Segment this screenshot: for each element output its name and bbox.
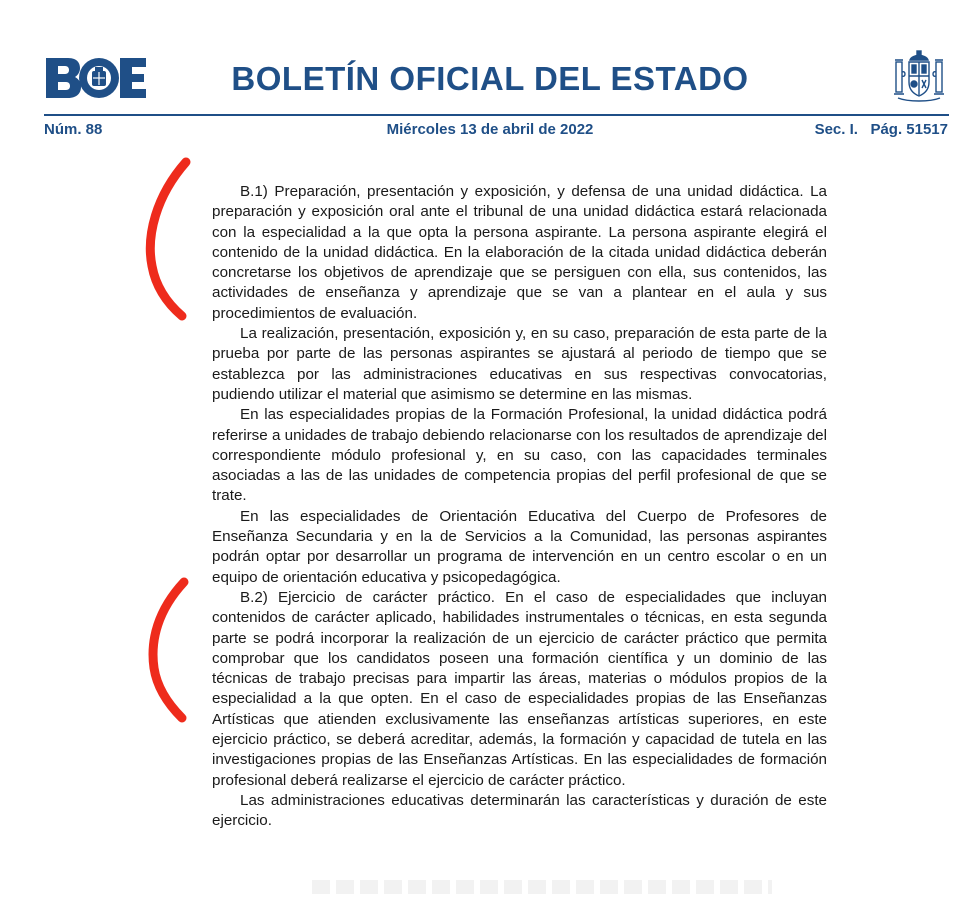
issue-number: Núm. 88 bbox=[44, 121, 103, 138]
page-title: BOLETÍN OFICIAL DEL ESTADO bbox=[231, 60, 749, 97]
page-header bbox=[0, 0, 980, 150]
cut-off-text-line bbox=[312, 880, 772, 894]
paragraph: La realización, presentación, exposición y, en su caso, preparación de esta parte de la prueba por parte de las personas aspirantes se ajustará al periodo de tiempo que se establezca por las administraciones educativas en sus respectivas convocatorias, pudiendo utilizar el material que asimismo se determine en las mismas. bbox=[212, 325, 827, 403]
coat-of-arms-icon bbox=[890, 48, 948, 106]
red-bracket-icon bbox=[140, 576, 200, 726]
document-body bbox=[212, 182, 827, 832]
paragraph: Las administraciones educativas determinarán las características y duración de este ejercicio. bbox=[212, 791, 827, 830]
paragraph-b2: B.2) Ejercicio de carácter práctico. En el caso de especialidades que incluyan contenidos de carácter aplicado, habilidades instrumentales o técnicas, en esta segunda parte se podrá incorporar la realización de un ejercicio de carácter práctico que permita comprobar que los candidatos poseen una formación científica y un dominio de las técnicas de trabajo precisas para impartir las áreas, materias o módulos propios de la especialidad a la que opten. En el caso de especialidades propias de las Enseñanzas Artísticas que atienden exclusivamente las enseñanzas artísticas superiores, en este ejercicio práctico, se deberá acreditar, además, la formación y capacidad de tutela en las investigaciones propias de las Enseñanzas Artísticas. En las especialidades de formación profesional deberá realizarse el ejercicio de carácter práctico. bbox=[212, 588, 827, 789]
paragraph-b1: B.1) Preparación, presentación y exposición, y defensa de una unidad didáctica. La preparación y exposición oral ante el tribunal de una unidad didáctica estará relacionada con la especialidad a la que opta la persona aspirante. La persona aspirante elegirá el contenido de la unidad didáctica. En la elaboración de la citada unidad didáctica deberán concretarse los objetivos de aprendizaje que se persiguen con ella, sus contenidos, las actividades de enseñanza y aprendizaje que se van a plantear en el aula y sus procedimientos de evaluación. bbox=[212, 183, 827, 322]
issue-date: Miércoles 13 de abril de 2022 bbox=[386, 121, 594, 138]
paragraph: En las especialidades de Orientación Educativa del Cuerpo de Profesores de Enseñanza Secundaria y en la de Servicios a la Comunidad, las personas aspirantes podrán optar por desarrollar un programa de intervención en un centro escolar o en un equipo de orientación educativa y psicopedagógica. bbox=[212, 507, 827, 586]
red-bracket-icon bbox=[138, 156, 198, 322]
paragraph: En las especialidades propias de la Formación Profesional, la unidad didáctica podrá referirse a unidades de trabajo debiendo relacionarse con los resultados de aprendizaje del correspondiente módulo profesional y, en su caso, con las capacidades terminales asociadas a las de las unidades de competencia propias del perfil profesional de que se trate. bbox=[212, 406, 827, 505]
header-rule bbox=[44, 114, 949, 116]
section-page: Sec. I. Pág. 51517 bbox=[814, 121, 948, 138]
